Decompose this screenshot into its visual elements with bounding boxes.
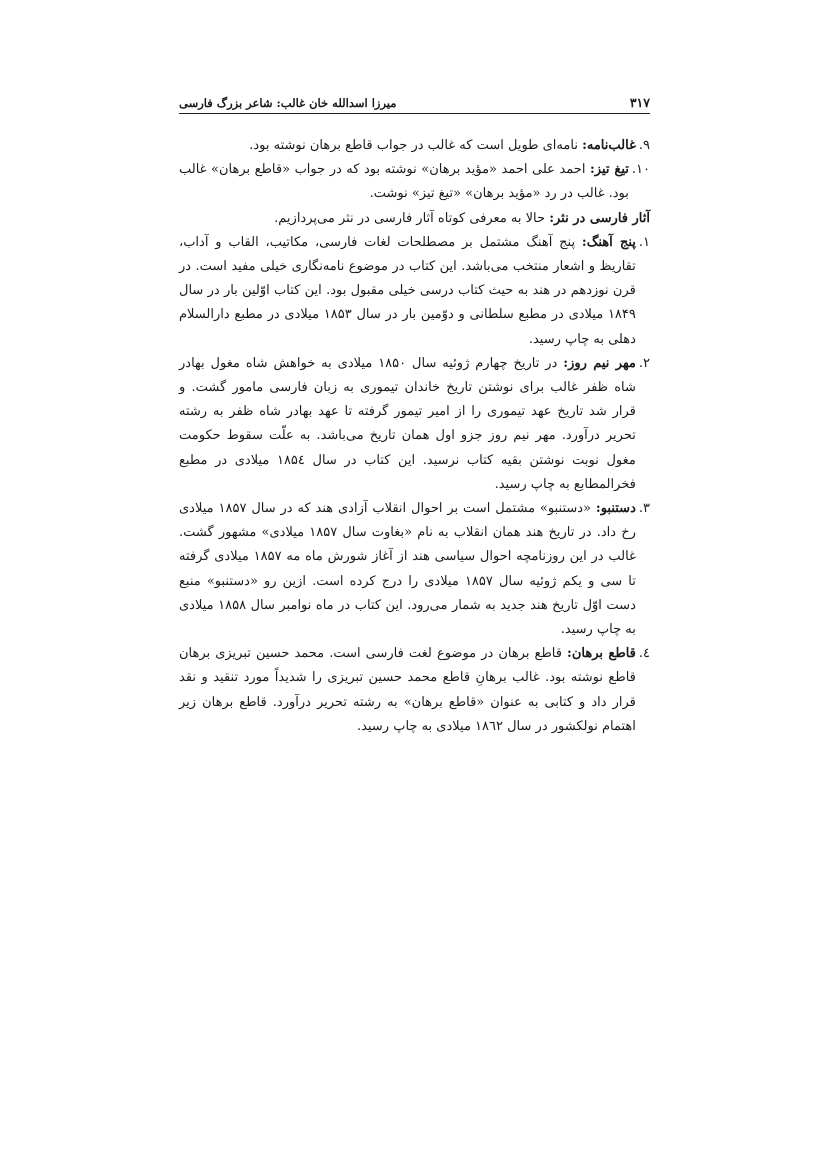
item-body: قاطع برهان در موضوع لغت فارسی است. محمد حسین تبریزی برهان قاطع نوشته بود. غالب برهانِ قاطع محمد حسین تبریزی را شدیداً مورد تنقید و نقد قرار داد و کتابی به عنوان «قاطع برهان» به رشته تحریر درآورد. قاطع برهان زیر اهتمام نولکشور در سال ۱۸٦۲ میلادی به چاپ رسید. — [179, 646, 636, 734]
running-header — [179, 95, 650, 114]
section-heading-paragraph — [179, 207, 650, 231]
item-title: غالب‌نامه: — [582, 138, 636, 153]
item-body: احمد علی احمد «مؤید برهان» نوشته بود که در جواب «قاطع برهان» غالب بود. غالب در رد «مؤید برهان» «تیغ تیز» نوشت. — [179, 162, 629, 202]
item-body: در تاریخ چهارم ژوئیه سال ۱۸۵۰ میلادی به خواهش شاه مغول بهادر شاه ظفر غالب برای نوشتن تاریخ خاندان تیموری به زبان فارسی مامور گشت. و قرار شد تاریخ عهد تیموری را از امیر تیمور گرفته تا عهد بهادر شاه ظفر به رشته تحریر درآورد. مهر نیم روز جزو اول همان تاریخ می‌باشد. به علّت سقوط حکومت مغول نوبت نوشتن بقیه کتاب نرسید. این کتاب در سال ۱۸۵٤ میلادی در مطبع فخرالمطابع به چاپ رسید. — [179, 355, 636, 492]
list-item-1 — [179, 231, 650, 352]
item-title: دستنبو: — [595, 501, 636, 517]
item-number: ۳. — [638, 501, 650, 517]
item-title: مهر نیم روز: — [563, 355, 636, 371]
item-title: قاطع برهان: — [567, 646, 636, 662]
item-text — [179, 134, 636, 158]
section-intro: حالا به معرفی کوتاه آثار فارسی در نثر می‌پردازیم. — [274, 210, 550, 226]
item-title: تیغ تیز: — [589, 162, 629, 178]
item-text — [179, 158, 629, 206]
list-item-9 — [179, 134, 650, 158]
item-number: ۱. — [638, 234, 650, 250]
item-text — [179, 231, 636, 352]
document-page — [179, 95, 650, 739]
page-number: ۳۱۷ — [629, 95, 650, 110]
list-item-10 — [179, 158, 650, 206]
section-title: آثار فارسی در نثر: — [549, 210, 650, 226]
item-body: «دستنبو» مشتمل است بر احوال انقلاب آزادی هند که در سال ۱۸۵۷ میلادی رخ داد. در تاریخ هند همان انقلاب به نام «بغاوت سال ۱۸۵۷ میلادی» مشهور گشت. غالب در این روزنامچه احوال سیاسی هند از آغاز شورش ماه مه ۱۸۵۷ میلادی گرفته تا سی و یکم ژوئیه سال ۱۸۵۷ میلادی را درج کرده است. ازین رو «دستنبو» منبع دست اوّل تاریخ هند جدید به شمار می‌رود. این کتاب در ماه نوامبر سال ۱۸۵۸ میلادی به چاپ رسید. — [179, 501, 636, 638]
item-title: پنج آهنگ: — [581, 234, 636, 250]
item-body: پنج آهنگ مشتمل بر مصطلحات لغات فارسی، مکاتیب، القاب و آداب، تقاریظ و اشعار منتخب می‌باشد. این کتاب در موضوع نامه‌نگاری خیلی مفید است. در قرن نوزدهم در هند به حیث کتاب درسی خیلی مقبول بود. این کتاب اوّلین بار در سال ۱۸۴۹ میلادی در مطبع سلطانی و دوّمین بار در سال ۱۸۵۳ میلادی در مطبع دارالسلام دهلی به چاپ رسید. — [179, 234, 636, 347]
list-item-3 — [179, 497, 650, 642]
item-number: ۲. — [638, 355, 650, 371]
list-item-4 — [179, 642, 650, 739]
running-title: میرزا اسدالله خان غالب: شاعر بزرگ فارسی — [179, 96, 397, 110]
item-text — [179, 642, 636, 739]
list-item-2 — [179, 352, 650, 497]
item-text — [179, 497, 636, 642]
item-number: ٤. — [638, 646, 650, 662]
item-text — [179, 352, 636, 497]
item-number: ۹. — [638, 138, 650, 153]
item-number: ۱۰. — [631, 162, 650, 178]
item-body: نامه‌ای طویل است که غالب در جواب قاطع برهان نوشته بود. — [249, 138, 583, 153]
